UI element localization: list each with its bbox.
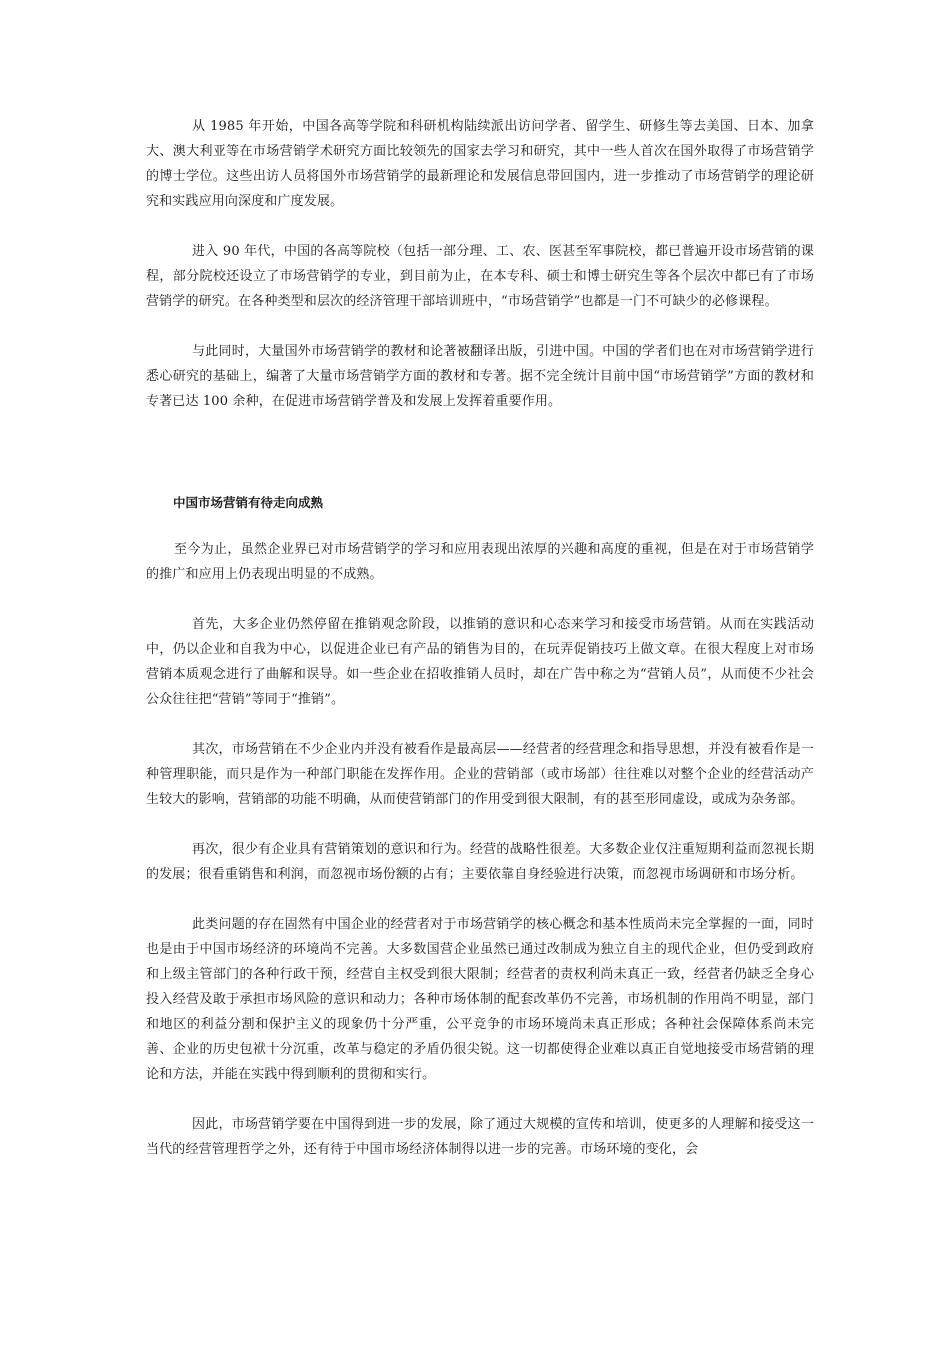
paragraph-first-point: 首先，大多企业仍然停留在推销观念阶段，以推销的意识和心态来学习和接受市场营销。从而在实践活动中，仍以企业和自我为中心，以促进企业已有产品的销售为目的，在玩弄促销技巧上做文章。在很大程度上对市场营销本质观念进行了曲解和误导。如一些企业在招收推销人员时，却在广告中称之为“营销人员”，从而使不少社会公众往往把“营销”等同于“推销”。 <box>146 617 814 707</box>
paragraph-1990s-universities: 进入 90 年代，中国的各高等院校（包括一部分理、工、农、医甚至军事院校，都已普遍开设市场营销的课程，部分院校还设立了市场营销学的专业，到目前为止，在本专科、硕士和博士研究生等各个层次中都已有了市场营销学的研究。在各种类型和层次的经济管理干部培训班中，“市场营销学”也都是一门不可缺少的必修课程。 <box>146 244 814 309</box>
paragraph-third-point: 再次，很少有企业具有营销策划的意识和行为。经营的战略性很差。大多数企业仅注重短期利益而忽视长期的发展；很看重销售和利润，而忽视市场份额的占有；主要依靠自身经验进行决策，而忽视市场调研和市场分析。 <box>146 842 814 882</box>
paragraph-textbooks: 与此同时，大量国外市场营销学的教材和论著被翻译出版，引进中国。中国的学者们也在对市场营销学进行悉心研究的基础上，编著了大量市场营销学方面的教材和专著。据不完全统计目前中国“市场营销学”方面的教材和专著已达 100 余种，在促进市场营销学普及和发展上发挥着重要作用。 <box>146 344 814 409</box>
section-heading: 中国市场营销有待走向成熟 <box>173 495 324 510</box>
paragraph-1985-study-abroad: 从 1985 年开始，中国各高等学院和科研机构陆续派出访问学者、留学生、研修生等去美国、日本、加拿大、澳大利亚等在市场营销学术研究方面比较领先的国家去学习和研究，其中一些人首次在国外取得了市场营销学的博士学位。这些出访人员将国外市场营销学的最新理论和发展信息带回国内，进一步推动了市场营销学的理论研究和实践应用向深度和广度发展。 <box>146 119 814 209</box>
paragraph-causes: 此类问题的存在固然有中国企业的经营者对于市场营销学的核心概念和基本性质尚未完全掌握的一面，同时也是由于中国市场经济的环境尚不完善。大多数国营企业虽然已通过改制成为独立自主的现代企业，但仍受到政府和上级主管部门的各种行政干预，经营自主权受到很大限制；经营者的责权利尚未真正一致，经营者仍缺乏全身心投入经营及敢于承担市场风险的意识和动力；各种市场体制的配套改革仍不完善，市场机制的作用尚不明显，部门和地区的利益分割和保护主义的现象仍十分严重，公平竞争的市场环境尚未真正形成；各种社会保障体系尚未完善、企业的历史包袱十分沉重，改革与稳定的矛盾仍很尖锐。这一切都使得企业难以真正自觉地接受市场营销的理论和方法，并能在实践中得到顺利的贯彻和实行。 <box>146 917 814 1082</box>
section-spacer <box>146 439 814 490</box>
paragraph-intro-immaturity: 至今为止，虽然企业界已对市场营销学的学习和应用表现出浓厚的兴趣和高度的重视，但是在对于市场营销学的推广和应用上仍表现出明显的不成熟。 <box>146 542 814 582</box>
document-page <box>146 114 814 1187</box>
paragraph-second-point: 其次，市场营销在不少企业内并没有被看作是最高层——经营者的经营理念和指导思想，并没有被看作是一种管理职能，而只是作为一种部门职能在发挥作用。企业的营销部（或市场部）往往难以对整个企业的经营活动产生较大的影响，营销部的功能不明确，从而使营销部门的作用受到很大限制，有的甚至形同虚设，或成为杂务部。 <box>146 742 814 807</box>
paragraph-conclusion: 因此，市场营销学要在中国得到进一步的发展，除了通过大规模的宣传和培训，使更多的人理解和接受这一当代的经营管理哲学之外，还有待于中国市场经济体制得以进一步的完善。市场环境的变化，会 <box>146 1117 814 1157</box>
